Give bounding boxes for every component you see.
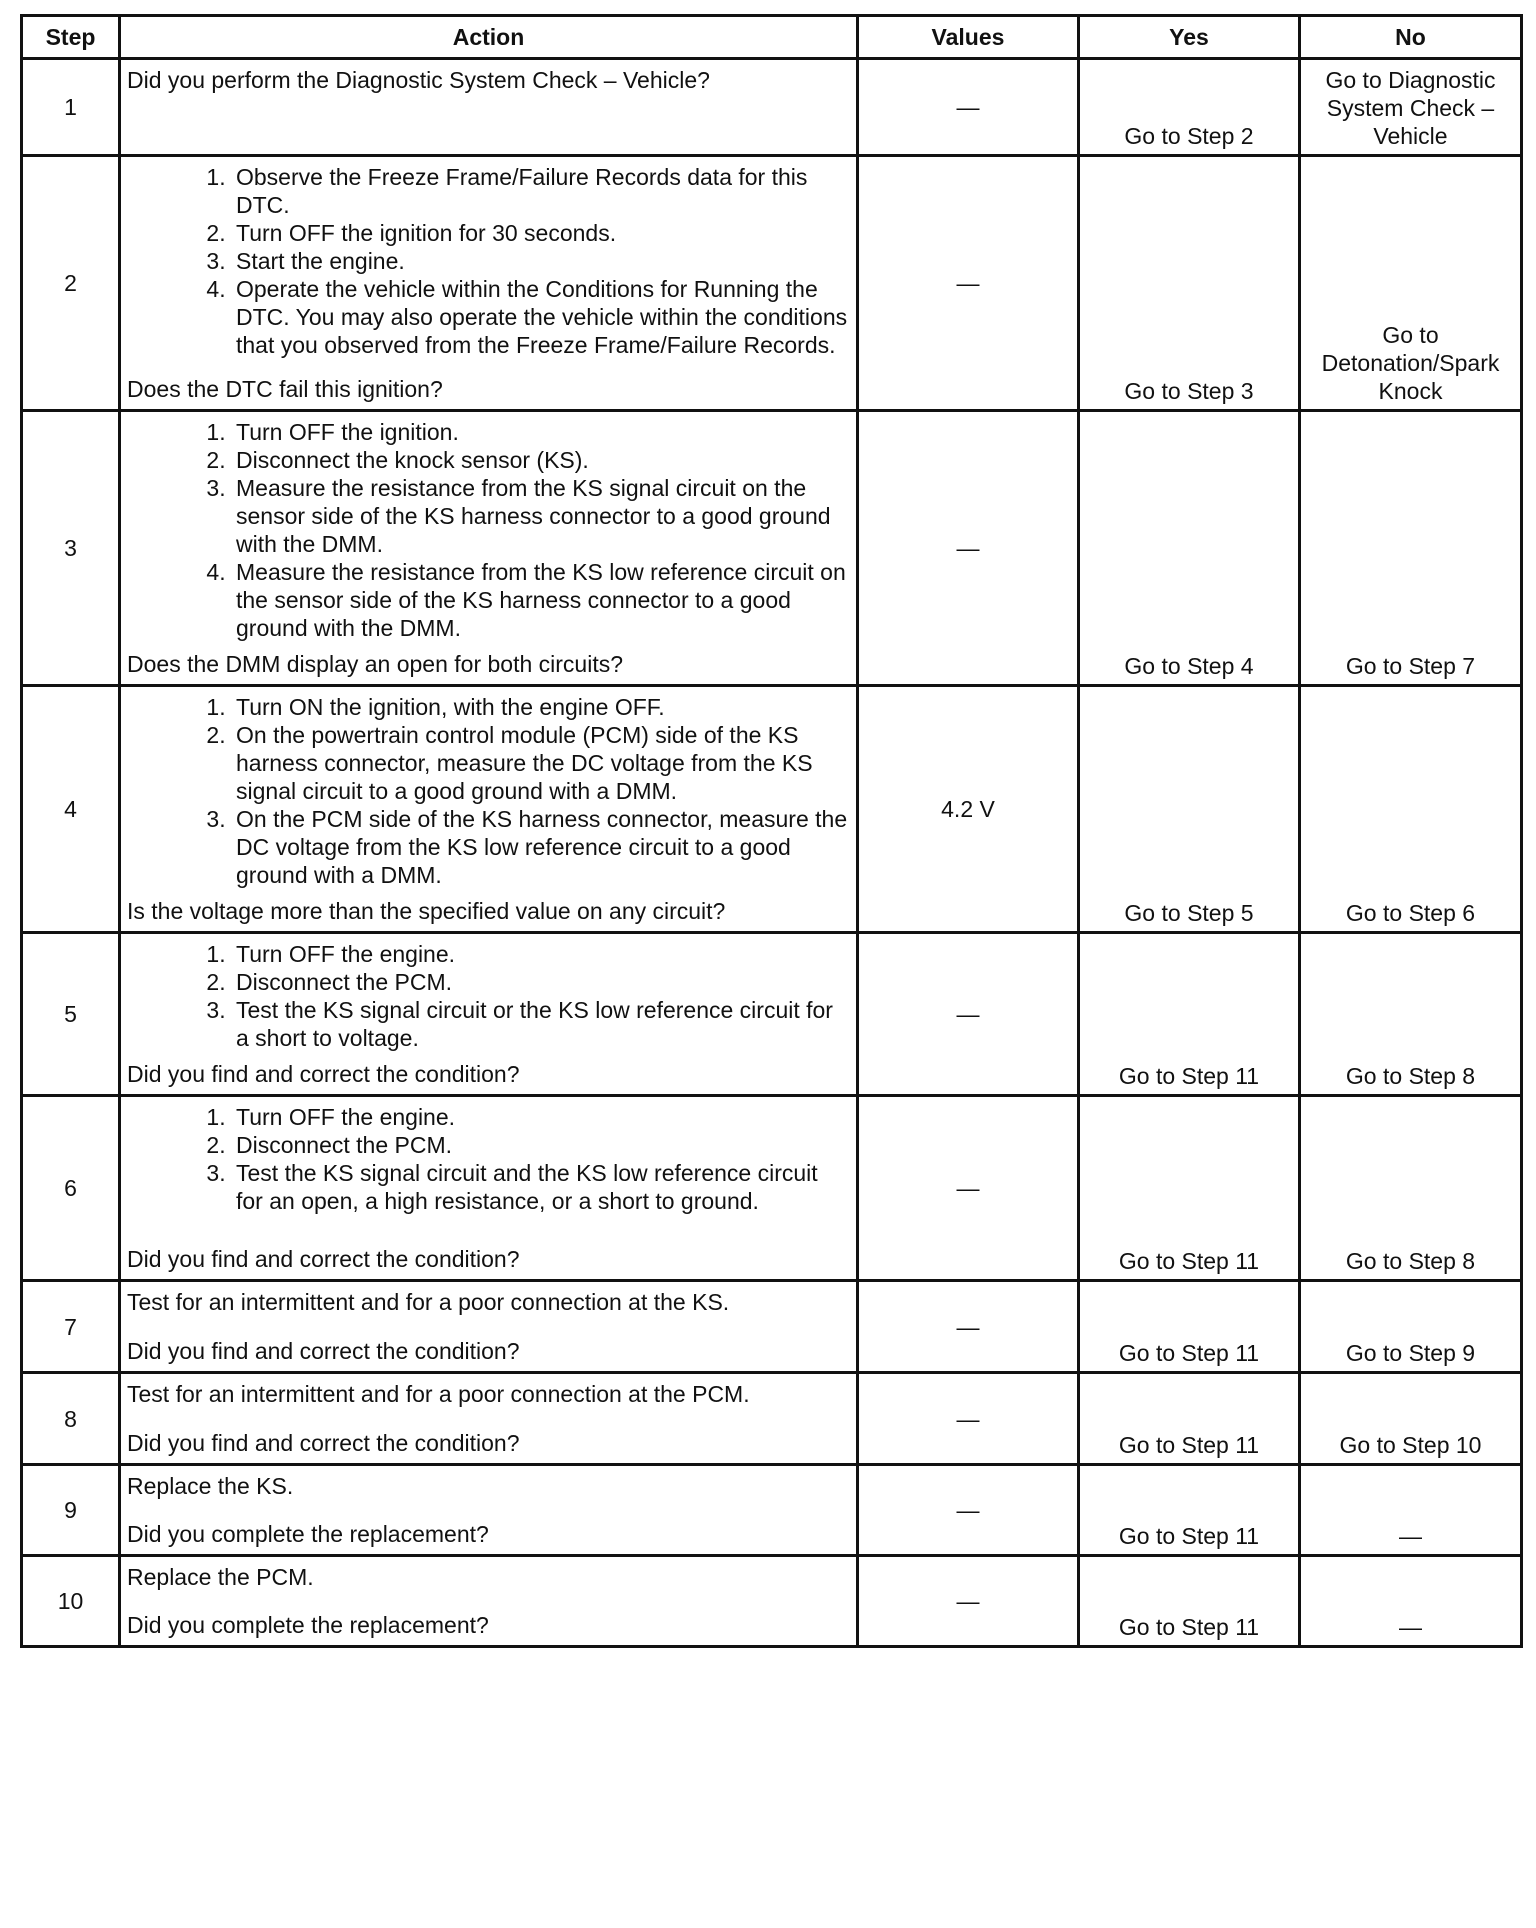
header-no: No: [1300, 16, 1522, 59]
action-question: Did you find and correct the condition?: [127, 1246, 520, 1272]
action-instructions: [127, 1380, 850, 1408]
action-content: [127, 1103, 850, 1273]
step-number: 8: [22, 1373, 120, 1465]
yes-cell: Go to Step 11: [1079, 1465, 1300, 1556]
no-cell: Go to Step 9: [1300, 1281, 1522, 1373]
yes-cell: Go to Step 11: [1079, 1281, 1300, 1373]
table-row: [22, 1556, 1522, 1647]
instruction-list: [127, 418, 850, 642]
yes-cell: Go to Step 11: [1079, 1556, 1300, 1647]
yes-cell: Go to Step 4: [1079, 411, 1300, 686]
table-row: [22, 156, 1522, 411]
table-row: [22, 1281, 1522, 1373]
step-number: 6: [22, 1096, 120, 1281]
action-instructions: [127, 1472, 850, 1500]
list-item: 1. Turn OFF the engine.: [232, 940, 850, 968]
no-cell: Go to Step 8: [1300, 933, 1522, 1096]
yes-cell: Go to Step 2: [1079, 59, 1300, 156]
action-instructions: [127, 1103, 850, 1215]
no-cell: Go to Step 10: [1300, 1373, 1522, 1465]
value-cell: 4.2 V: [858, 686, 1079, 933]
list-item: 3. Test the KS signal circuit or the KS low reference circuit for a short to voltage.: [232, 996, 850, 1052]
action-instructions: [127, 418, 850, 642]
diagnostic-table: [20, 14, 1523, 1648]
action-question: Does the DTC fail this ignition?: [127, 376, 443, 402]
table-row: [22, 411, 1522, 686]
action-content: [127, 163, 850, 403]
no-cell: Go to Diagnostic System Check – Vehicle: [1300, 59, 1522, 156]
action-cell: [120, 156, 858, 411]
yes-cell: Go to Step 11: [1079, 1096, 1300, 1281]
action-content: [127, 418, 850, 678]
action-content: [127, 1563, 850, 1639]
action-cell: [120, 1465, 858, 1556]
action-cell: [120, 1281, 858, 1373]
action-question: Did you find and correct the condition?: [127, 1061, 520, 1087]
list-item: 2. Disconnect the PCM.: [232, 968, 850, 996]
instruction-list: [127, 1103, 850, 1215]
action-instructions: [127, 1563, 850, 1591]
list-item: 2. Turn OFF the ignition for 30 seconds.: [232, 219, 850, 247]
step-number: 3: [22, 411, 120, 686]
action-cell: [120, 59, 858, 156]
no-cell: Go to Step 7: [1300, 411, 1522, 686]
table-row: [22, 933, 1522, 1096]
list-item: 4. Measure the resistance from the KS low reference circuit on the sensor side of the KS harness connector to a good ground with the DMM.: [232, 558, 850, 642]
action-content: [127, 693, 850, 925]
step-number: 7: [22, 1281, 120, 1373]
table-row: [22, 1373, 1522, 1465]
no-cell: —: [1300, 1556, 1522, 1647]
instruction-list: [127, 940, 850, 1052]
action-instructions: [127, 940, 850, 1052]
list-item: 1. Observe the Freeze Frame/Failure Records data for this DTC.: [232, 163, 850, 219]
step-number: 9: [22, 1465, 120, 1556]
action-cell: [120, 411, 858, 686]
action-content: [127, 66, 850, 148]
instruction-list: [127, 163, 850, 359]
value-cell: —: [858, 411, 1079, 686]
list-item: 1. Turn OFF the ignition.: [232, 418, 850, 446]
action-intro: Test for an intermittent and for a poor connection at the PCM.: [127, 1381, 750, 1407]
action-cell: [120, 1556, 858, 1647]
instruction-list: [127, 693, 850, 889]
table-row: [22, 686, 1522, 933]
value-cell: —: [858, 1281, 1079, 1373]
list-item: 2. Disconnect the knock sensor (KS).: [232, 446, 850, 474]
yes-cell: Go to Step 3: [1079, 156, 1300, 411]
action-content: [127, 940, 850, 1088]
list-item: 1. Turn OFF the engine.: [232, 1103, 850, 1131]
value-cell: —: [858, 156, 1079, 411]
action-intro: Replace the KS.: [127, 1473, 294, 1499]
step-number: 1: [22, 59, 120, 156]
action-question: Did you complete the replacement?: [127, 1521, 489, 1547]
value-cell: —: [858, 1373, 1079, 1465]
action-intro: Did you perform the Diagnostic System Check – Vehicle?: [127, 67, 710, 93]
step-number: 5: [22, 933, 120, 1096]
action-question: Is the voltage more than the specified value on any circuit?: [127, 898, 726, 924]
no-cell: —: [1300, 1465, 1522, 1556]
action-cell: [120, 686, 858, 933]
value-cell: —: [858, 1465, 1079, 1556]
action-intro: Replace the PCM.: [127, 1564, 314, 1590]
list-item: 4. Operate the vehicle within the Conditions for Running the DTC. You may also operate the vehicle within the conditions that you observed from the Freeze Frame/Failure Records.: [232, 275, 850, 359]
action-instructions: [127, 163, 850, 359]
list-item: 3. Start the engine.: [232, 247, 850, 275]
list-item: 3. Test the KS signal circuit and the KS low reference circuit for an open, a high resistance, or a short to ground.: [232, 1159, 850, 1215]
action-content: [127, 1380, 850, 1457]
header-step: Step: [22, 16, 120, 59]
action-intro: Test for an intermittent and for a poor connection at the KS.: [127, 1289, 730, 1315]
value-cell: —: [858, 1556, 1079, 1647]
step-number: 4: [22, 686, 120, 933]
list-item: 3. On the PCM side of the KS harness connector, measure the DC voltage from the KS low reference circuit to a good ground with a DMM.: [232, 805, 850, 889]
no-cell: Go to Step 8: [1300, 1096, 1522, 1281]
action-cell: [120, 1373, 858, 1465]
yes-cell: Go to Step 11: [1079, 1373, 1300, 1465]
no-cell: Go to Detonation/Spark Knock: [1300, 156, 1522, 411]
no-cell: Go to Step 6: [1300, 686, 1522, 933]
list-item: 2. Disconnect the PCM.: [232, 1131, 850, 1159]
list-item: 1. Turn ON the ignition, with the engine OFF.: [232, 693, 850, 721]
action-instructions: [127, 66, 850, 94]
action-content: [127, 1288, 850, 1365]
list-item: 2. On the powertrain control module (PCM) side of the KS harness connector, measure the DC voltage from the KS signal circuit to a good ground with a DMM.: [232, 721, 850, 805]
step-number: 10: [22, 1556, 120, 1647]
yes-cell: Go to Step 11: [1079, 933, 1300, 1096]
action-question: Did you find and correct the condition?: [127, 1430, 520, 1456]
table-row: [22, 1465, 1522, 1556]
action-cell: [120, 933, 858, 1096]
action-question: Did you find and correct the condition?: [127, 1338, 520, 1364]
action-question: Does the DMM display an open for both circuits?: [127, 651, 624, 677]
header-yes: Yes: [1079, 16, 1300, 59]
value-cell: —: [858, 59, 1079, 156]
yes-cell: Go to Step 5: [1079, 686, 1300, 933]
header-row: [22, 16, 1522, 59]
action-question: Did you complete the replacement?: [127, 1612, 489, 1638]
table-row: [22, 1096, 1522, 1281]
action-content: [127, 1472, 850, 1548]
header-values: Values: [858, 16, 1079, 59]
action-cell: [120, 1096, 858, 1281]
action-instructions: [127, 693, 850, 889]
header-action: Action: [120, 16, 858, 59]
step-number: 2: [22, 156, 120, 411]
table-row: [22, 59, 1522, 156]
list-item: 3. Measure the resistance from the KS signal circuit on the sensor side of the KS harness connector to a good ground with the DMM.: [232, 474, 850, 558]
value-cell: —: [858, 933, 1079, 1096]
value-cell: —: [858, 1096, 1079, 1281]
action-instructions: [127, 1288, 850, 1316]
